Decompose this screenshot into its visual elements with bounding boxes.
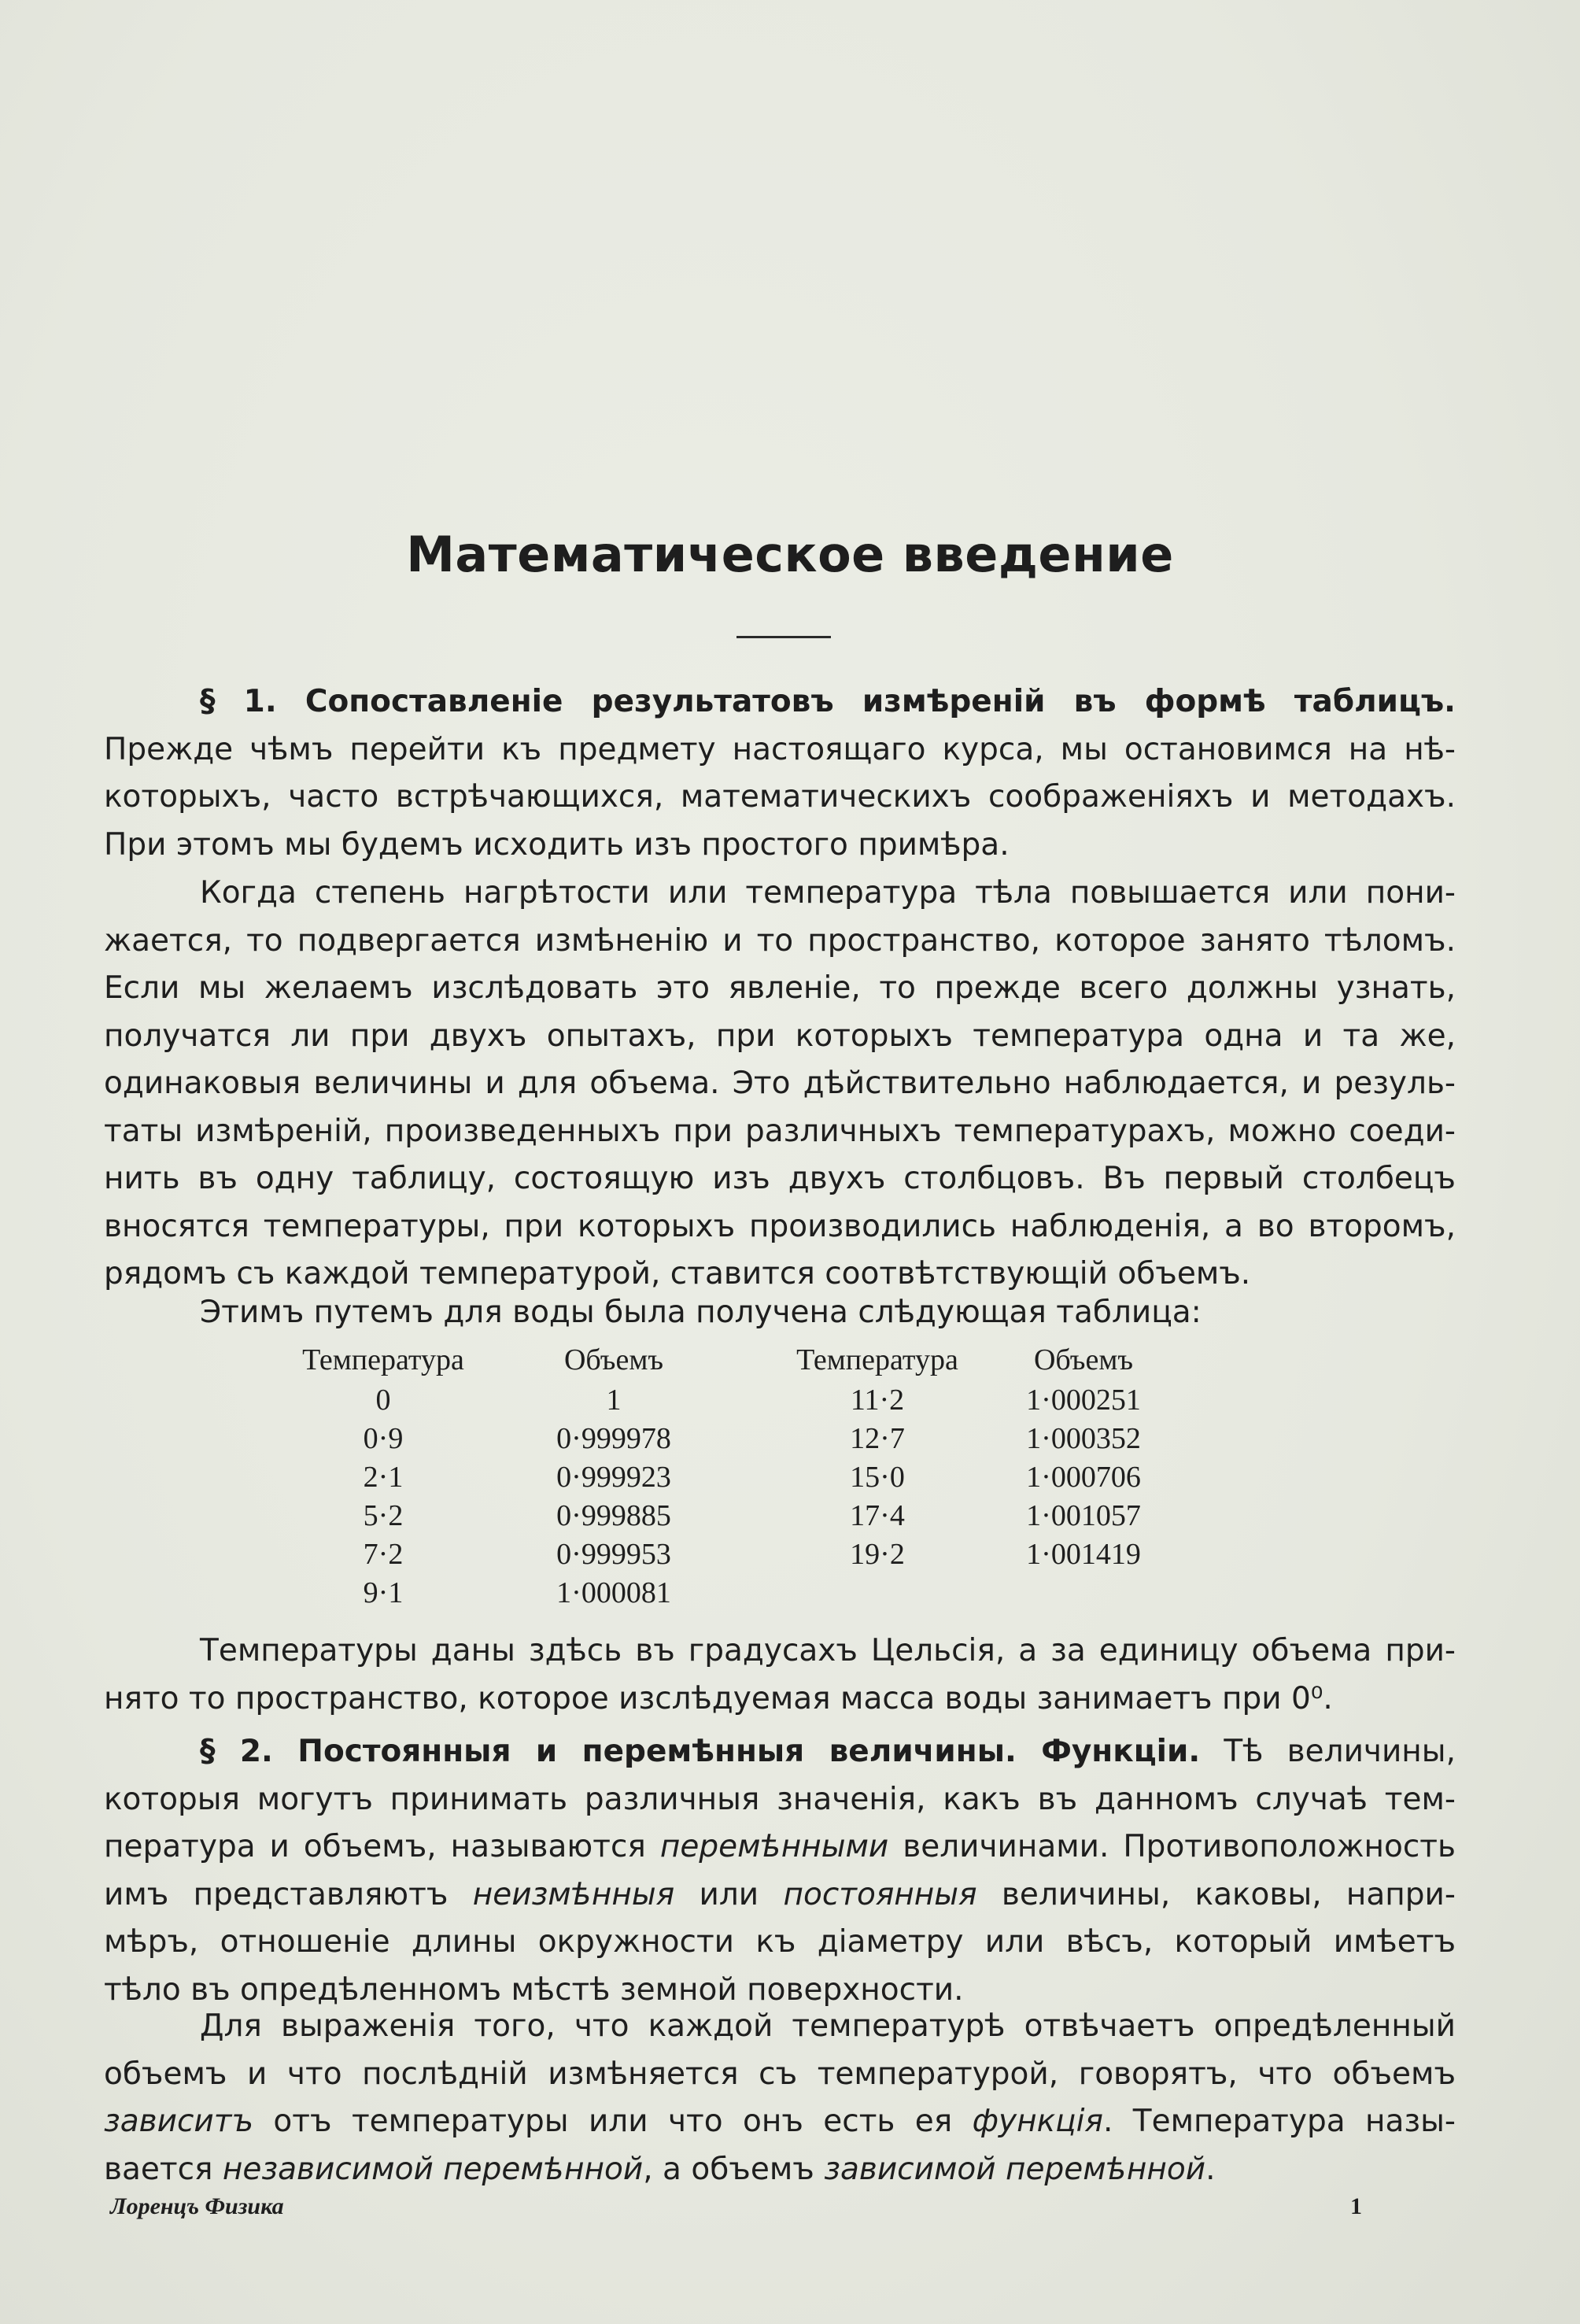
text-line: Когда степень нагрѣтости или температура тѣла повышается или пони- [200,875,1456,911]
table-row [285,1496,1158,1535]
table-row [285,1535,1158,1573]
text-line: имъ представляютъ неизмѣнныя или постоянныя величины, каковы, напри- [104,1876,1456,1912]
table-cell: 1·000251 [1026,1383,1141,1417]
text-line: получатся ли при двухъ опытахъ, при которыхъ температура одна и та же, [104,1018,1456,1054]
table-cell: 1·000081 [556,1576,671,1609]
text-line: тѣло въ опредѣленномъ мѣстѣ земной поверхности. [104,1971,964,2008]
table-cell: 0·999885 [556,1498,671,1532]
text-line: которыя могутъ принимать различныя значенія, какъ въ данномъ случаѣ тем- [104,1781,1456,1817]
paragraph-2 [104,870,1456,1299]
text-line: нить въ одну таблицу, состоящую изъ двухъ столбцовъ. Въ первый столбецъ [104,1161,1456,1196]
text-line: таты измѣреній, произведенныхъ при различныхъ температурахъ, можно соеди- [104,1113,1456,1149]
column-header: Объемъ [1033,1343,1134,1376]
text-line: зависитъ отъ температуры или что онъ есть ея функція. Температура назы- [104,2104,1456,2139]
table-cell: 0 [375,1383,391,1417]
title-divider [736,636,831,638]
text-line: При этомъ мы будемъ исходить изъ простого примѣра. [104,826,1010,863]
table-row [285,1573,1158,1612]
table-cell: 1·001419 [1026,1537,1141,1571]
text-line: жается, то подвергается измѣненію и то пространство, которое занято тѣломъ. [104,922,1456,959]
table-cell: 9·1 [363,1576,404,1609]
section-1-heading: § 1. Сопоставленіе результатовъ измѣреній въ формѣ таблицъ. [200,684,1456,719]
table-cell: 5·2 [363,1498,404,1532]
text-line: объемъ и что послѣдній измѣняется съ температурой, говорятъ, что объемъ [104,2056,1456,2092]
table-cell: 19·2 [850,1537,905,1571]
text-line: Прежде чѣмъ перейти къ предмету настоящаго курса, мы остановимся на нѣ- [104,731,1456,767]
table-cell: 2·1 [363,1460,404,1494]
text-line: рядомъ съ каждой температурой, ставится соотвѣтствующій объемъ. [104,1256,1251,1291]
table-cell: 0·999978 [556,1421,671,1455]
text-line: Для выраженія того, что каждой температурѣ отвѣчаетъ опредѣленный [200,2008,1456,2044]
table-cell: 7·2 [363,1537,404,1571]
text-line: вносятся температуры, при которыхъ производились наблюденія, а во второмъ, [104,1208,1456,1244]
column-header: Температура [796,1343,958,1376]
text-line: Температуры даны здѣсь въ градусахъ Цельсія, а за единицу объема при- [200,1633,1456,1668]
text-line: мѣръ, отношеніе длины окружности къ діаметру или вѣсъ, который имѣетъ [104,1924,1456,1960]
table-cell: 15·0 [850,1460,905,1494]
column-header: Объемъ [563,1343,664,1376]
paragraph-5 [104,2003,1456,2193]
text-line: вается независимой перемѣнной, а объемъ зависимой перемѣнной. [104,2151,1216,2187]
table-cell: 1·000352 [1026,1421,1141,1455]
text-line: пература и объемъ, называются перемѣнными величинами. Противоположность [104,1829,1456,1864]
data-table [285,1339,1158,1612]
text-line: нято то пространство, которое изслѣдуемая масса воды занимаетъ при 0⁰. [104,1680,1333,1716]
paragraph-3 [104,1628,1456,1723]
table-cell: 0·9 [363,1421,404,1455]
table-row [285,1458,1158,1496]
table-cell: 1·000706 [1026,1460,1141,1494]
column-header: Температура [302,1343,464,1376]
table-row [285,1419,1158,1458]
table-cell: 11·2 [850,1383,905,1417]
table-cell: 12·7 [850,1421,905,1455]
section-2 [104,1728,1456,2014]
table-row [285,1380,1158,1419]
section-2-heading: § 2. Постоянныя и перемѣнныя величины. Функціи. Тѣ величины, [200,1734,1456,1769]
table-cell [746,1573,1009,1612]
text-line: Если мы желаемъ изслѣдовать это явленіе, то прежде всего должны узнать, [104,970,1456,1006]
table-cell: 0·999953 [556,1537,671,1571]
table-cell: 17·4 [850,1498,905,1532]
footer-signature: Лоренцъ Физика [110,2193,284,2219]
section-1 [104,678,1456,869]
table-cell: 1 [606,1383,622,1417]
table-cell: 1·001057 [1026,1498,1141,1532]
table-cell [1009,1573,1158,1612]
text-line: которыхъ, часто встрѣчающихся, математическихъ соображеніяхъ и методахъ. [104,779,1456,815]
table-intro: Этимъ путемъ для воды была получена слѣдующая таблица: [200,1295,1202,1330]
text-line: одинаковыя величины и для объема. Это дѣйствительно наблюдается, и резуль- [104,1066,1456,1101]
page-number: 1 [1350,2193,1362,2219]
table-header-row [285,1339,1158,1380]
page-title: Математическое введение [406,526,1174,583]
table-cell: 0·999923 [556,1460,671,1494]
